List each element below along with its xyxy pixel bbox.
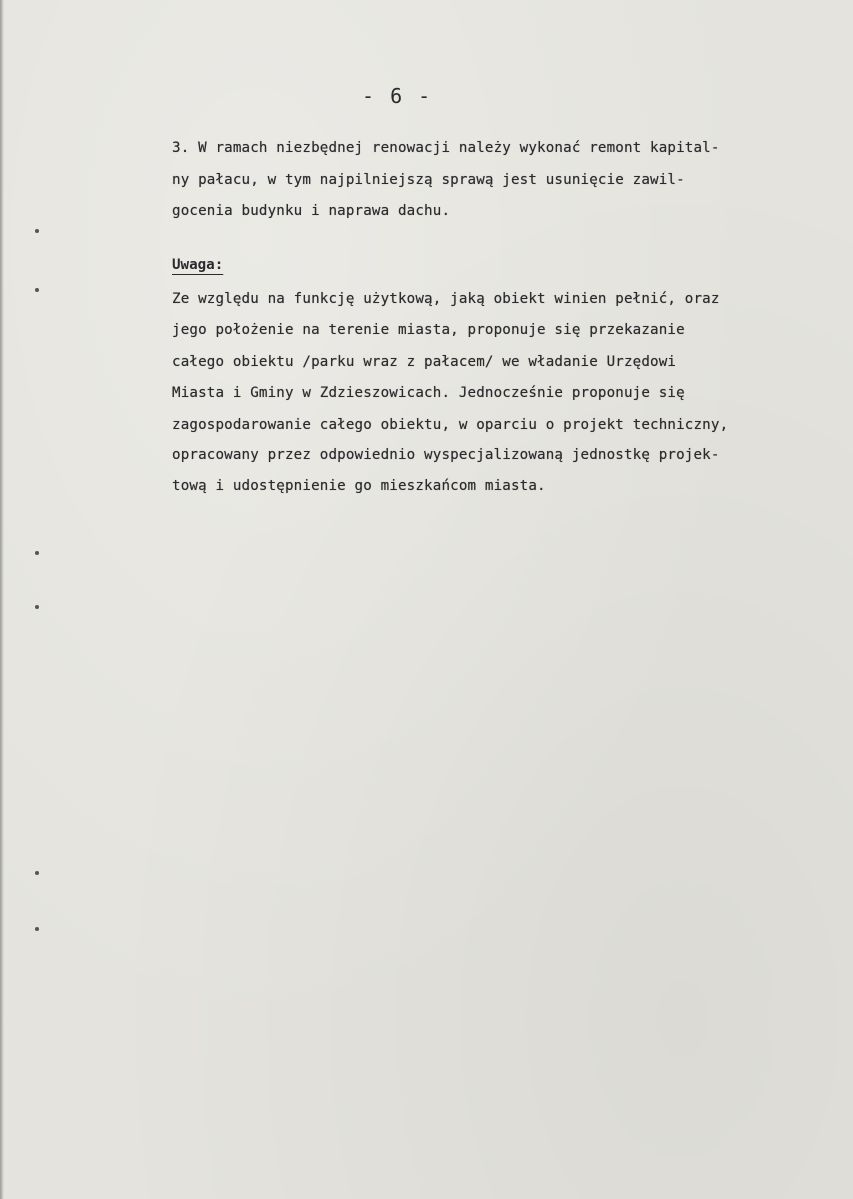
page-number: - 6 - [362, 84, 433, 108]
uwaga-line-7: tową i udostępnienie go mieszkańcom miasta. [172, 478, 546, 494]
binding-hole-mark [35, 288, 39, 292]
page-edge-shadow [0, 0, 4, 1199]
item3-line-2: ny pałacu, w tym najpilniejszą sprawą jest usunięcie zawil- [172, 172, 685, 188]
binding-hole-mark [35, 551, 39, 555]
uwaga-heading: Uwaga: [172, 257, 224, 273]
uwaga-line-3: całego obiektu /parku wraz z pałacem/ we władanie Urzędowi [172, 354, 677, 370]
item3-line-3: gocenia budynku i naprawa dachu. [172, 203, 451, 219]
uwaga-line-4: Miasta i Gminy w Zdzieszowicach. Jednocześnie proponuje się [172, 385, 685, 401]
binding-hole-mark [35, 605, 39, 609]
binding-hole-mark [35, 927, 39, 931]
uwaga-line-6: opracowany przez odpowiednio wyspecjalizowaną jednostkę projek- [172, 447, 720, 463]
uwaga-line-1: Ze względu na funkcję użytkową, jaką obiekt winien pełnić, oraz [172, 291, 720, 307]
binding-hole-mark [35, 871, 39, 875]
item3-line-1: 3. W ramach niezbędnej renowacji należy wykonać remont kapital- [172, 140, 720, 156]
binding-hole-mark [35, 229, 39, 233]
uwaga-line-5: zagospodarowanie całego obiektu, w oparciu o projekt techniczny, [172, 417, 729, 433]
uwaga-line-2: jego położenie na terenie miasta, proponuje się przekazanie [172, 322, 685, 338]
